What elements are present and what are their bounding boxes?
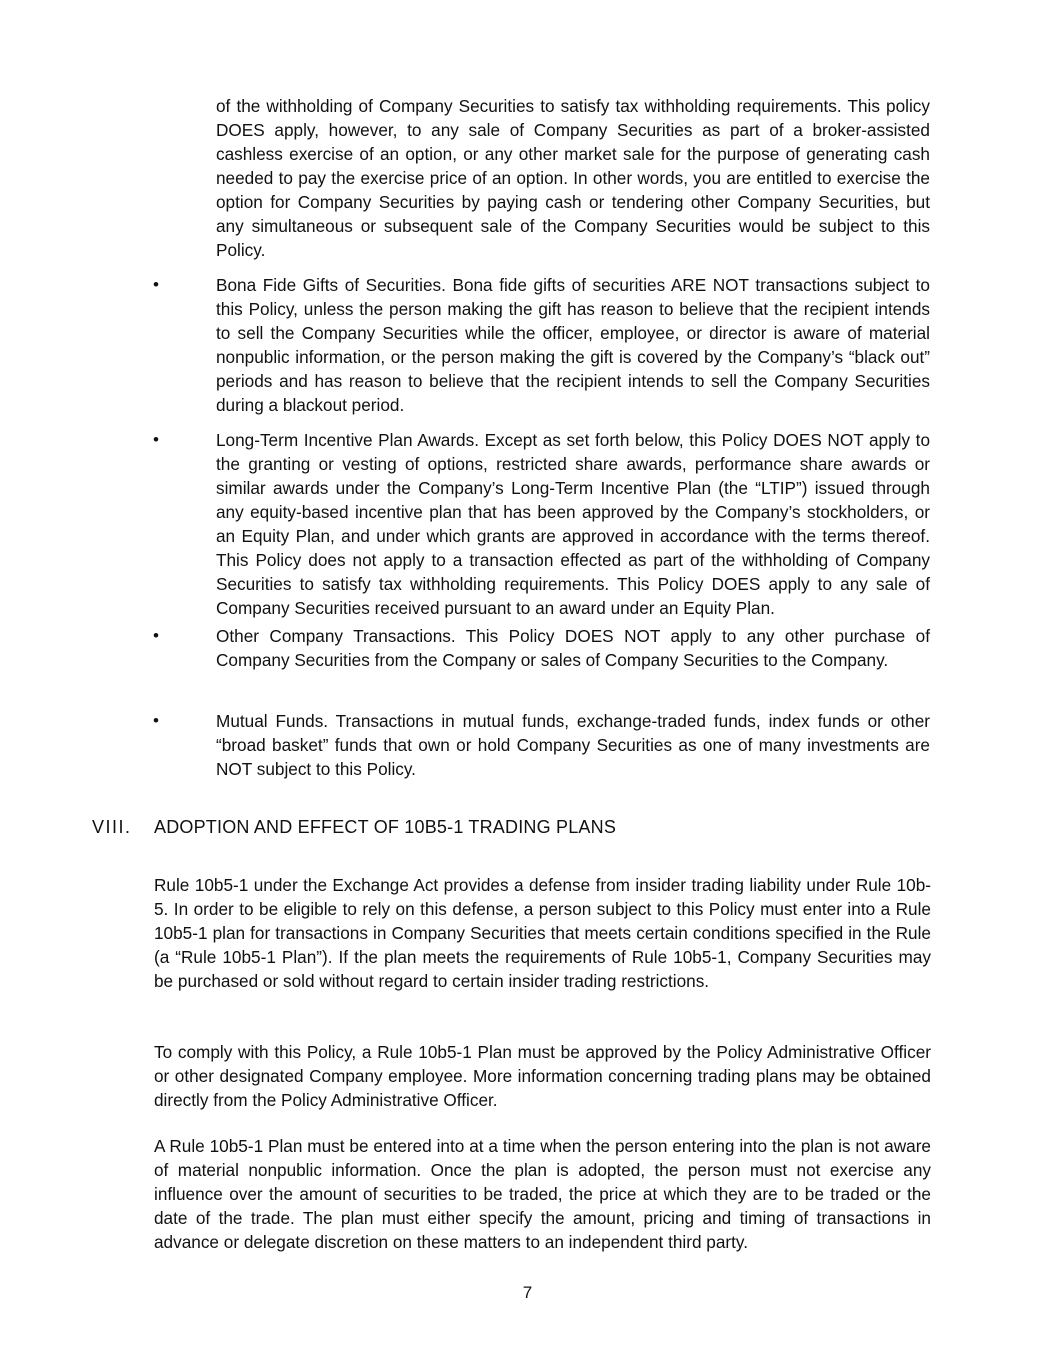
bullet-marker: •: [153, 711, 159, 730]
bullet-gifts-text: Bona Fide Gifts of Securities. Bona fide gifts of securities ARE NOT transactions subject to this Policy, unless the person making the gift has reason to believe that the recipient intends to sell the Company Securities while the officer, employee, or director is aware of material nonpublic information, or the person making the gift is covered by the Company’s “black out” periods and has reason to believe that the recipient intends to sell the Company Securities during a blackout period.: [216, 275, 930, 415]
section-number: VIII.: [92, 817, 132, 837]
bullet-other-transactions-text: Other Company Transactions. This Policy DOES NOT apply to any other purchase of Company Securities from the Company or sales of Company Securities to the Company.: [216, 626, 930, 670]
bullet-marker: •: [153, 430, 159, 449]
page-number: 7: [522, 1283, 533, 1302]
section-title: ADOPTION AND EFFECT OF 10B5-1 TRADING PLANS: [154, 817, 617, 837]
bullet-mutual-funds-text: Mutual Funds. Transactions in mutual funds, exchange-traded funds, index funds or other “broad basket” funds that own or hold Company Securities as one of many investments are NOT subject to this Policy.: [216, 711, 930, 779]
section-heading: [92, 815, 792, 839]
bullet-marker: •: [153, 626, 159, 645]
intro-paragraph: of the withholding of Company Securities to satisfy tax withholding requirements. This policy DOES apply, however, to any sale of Company Securities as part of a broker-assisted cashless exercise of an option, or any other market sale for the purpose of generating cash needed to pay the exercise price of an option. In other words, you are entitled to exercise the option for Company Securities by paying cash or tendering other Company Securities, but any simultaneous or subsequent sale of the Company Securities would be subject to this Policy.: [216, 96, 930, 260]
section-paragraph-rule: Rule 10b5-1 under the Exchange Act provides a defense from insider trading liability under Rule 10b-5. In order to be eligible to rely on this defense, a person subject to this Policy must enter into a Rule 10b5-1 plan for transactions in Company Securities that meets certain conditions specified in the Rule (a “Rule 10b5-1 Plan”). If the plan meets the requirements of Rule 10b5-1, Company Securities may be purchased or sold without regard to certain insider trading restrictions.: [154, 875, 931, 991]
section-paragraph-timing: A Rule 10b5-1 Plan must be entered into at a time when the person entering into the plan is not aware of material nonpublic information. Once the plan is adopted, the person must not exercise any influence over the amount of securities to be traded, the price at which they are to be traded or the date of the trade. The plan must either specify the amount, pricing and timing of transactions in advance or delegate discretion on these matters to an independent third party.: [154, 1136, 931, 1252]
bullet-ltip-text: Long-Term Incentive Plan Awards. Except as set forth below, this Policy DOES NOT apply to the granting or vesting of options, restricted share awards, performance share awards or similar awards under the Company’s Long-Term Incentive Plan (the “LTIP”) issued through any equity-based incentive plan that has been approved by the Company’s stockholders, or an Equity Plan, and under which grants are approved in accordance with the terms thereof. This Policy does not apply to a transaction effected as part of the withholding of Company Securities to satisfy tax withholding requirements. This Policy DOES apply to any sale of Company Securities received pursuant to an award under an Equity Plan.: [216, 430, 930, 618]
section-paragraph-approval: To comply with this Policy, a Rule 10b5-1 Plan must be approved by the Policy Administrative Officer or other designated Company employee. More information concerning trading plans may be obtained directly from the Policy Administrative Officer.: [154, 1042, 931, 1110]
bullet-marker: •: [153, 275, 159, 294]
